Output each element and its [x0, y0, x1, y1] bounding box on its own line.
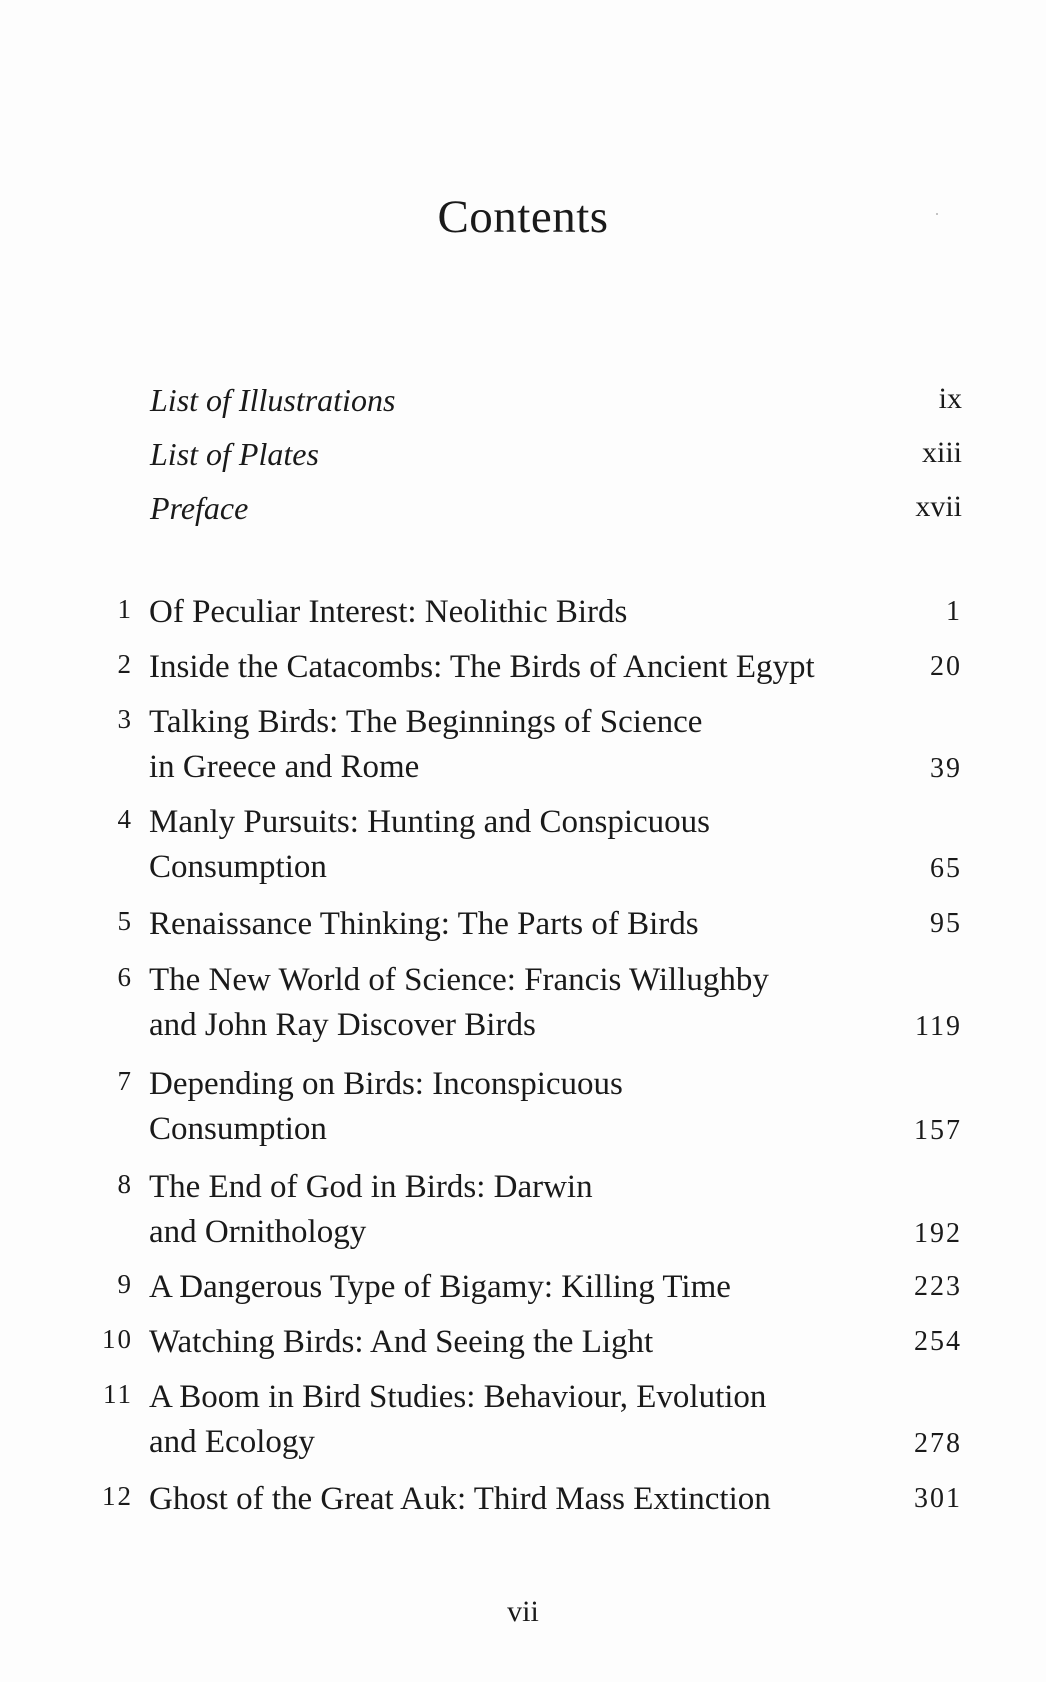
chapter-page: 39	[930, 753, 962, 784]
chapter-title: Manly Pursuits: Hunting and Conspicuous	[149, 804, 711, 840]
chapter-number: 4	[117, 804, 133, 834]
chapter-number: 2	[117, 649, 133, 679]
chapter-title: Ghost of the Great Auk: Third Mass Extinction	[149, 1481, 771, 1517]
paper-speck	[936, 213, 938, 215]
chapter-page: 157	[914, 1115, 962, 1146]
page-title: Contents	[437, 191, 609, 243]
chapter-title: Watching Birds: And Seeing the Light	[149, 1324, 654, 1360]
page-number: vii	[507, 1595, 539, 1628]
chapter-page: 223	[914, 1271, 962, 1302]
chapter-title-continued: in Greece and Rome	[149, 749, 420, 785]
chapter-number: 11	[103, 1379, 133, 1409]
front-matter-item	[0, 490, 1046, 546]
chapter-title-continued: Consumption	[149, 1111, 327, 1147]
chapter-page: 278	[914, 1428, 962, 1459]
chapter-number: 9	[117, 1269, 133, 1299]
chapter-title-continued: and Ornithology	[149, 1214, 367, 1250]
front-matter-page: xiii	[921, 436, 962, 469]
chapter-page: 192	[914, 1218, 962, 1249]
chapter-number: 3	[117, 704, 133, 734]
chapter-title: A Dangerous Type of Bigamy: Killing Time	[149, 1269, 731, 1305]
chapter-page: 95	[930, 908, 962, 939]
chapter-title: Inside the Catacombs: The Birds of Ancient Egypt	[149, 649, 815, 685]
front-matter-page: ix	[938, 382, 962, 415]
chapter-number: 7	[117, 1066, 133, 1096]
chapter-page: 254	[914, 1326, 962, 1357]
front-matter-item	[0, 436, 1046, 492]
chapter-page: 301	[914, 1483, 962, 1514]
chapter-number: 12	[102, 1481, 133, 1511]
chapter-title: Depending on Birds: Inconspicuous	[149, 1066, 623, 1102]
chapter-title: A Boom in Bird Studies: Behaviour, Evolution	[149, 1379, 767, 1415]
chapter-title-continued: and John Ray Discover Birds	[149, 1007, 536, 1043]
chapter-number: 1	[117, 594, 133, 624]
chapter-title: Of Peculiar Interest: Neolithic Birds	[149, 594, 628, 630]
chapter-page: 1	[946, 596, 962, 627]
chapter-number: 8	[117, 1169, 133, 1199]
front-matter-page: xvii	[915, 490, 962, 523]
front-matter-item	[0, 382, 1046, 438]
chapter-title: Talking Birds: The Beginnings of Science	[149, 704, 703, 740]
chapter-title: The New World of Science: Francis Willughby	[149, 962, 769, 998]
chapter-title: Renaissance Thinking: The Parts of Birds	[149, 906, 699, 942]
chapter-number: 10	[102, 1324, 133, 1354]
chapter-title-continued: and Ecology	[149, 1424, 315, 1460]
chapter-title: The End of God in Birds: Darwin	[149, 1169, 593, 1205]
chapter-number: 5	[117, 906, 133, 936]
front-matter-label: Preface	[150, 490, 249, 526]
front-matter-label: List of Plates	[150, 436, 319, 472]
chapter-number: 6	[117, 962, 133, 992]
front-matter-label: List of Illustrations	[150, 382, 396, 418]
chapter-page: 65	[930, 853, 962, 884]
chapter-page: 119	[915, 1011, 962, 1042]
chapter-page: 20	[930, 651, 962, 682]
chapter-title-continued: Consumption	[149, 849, 327, 885]
